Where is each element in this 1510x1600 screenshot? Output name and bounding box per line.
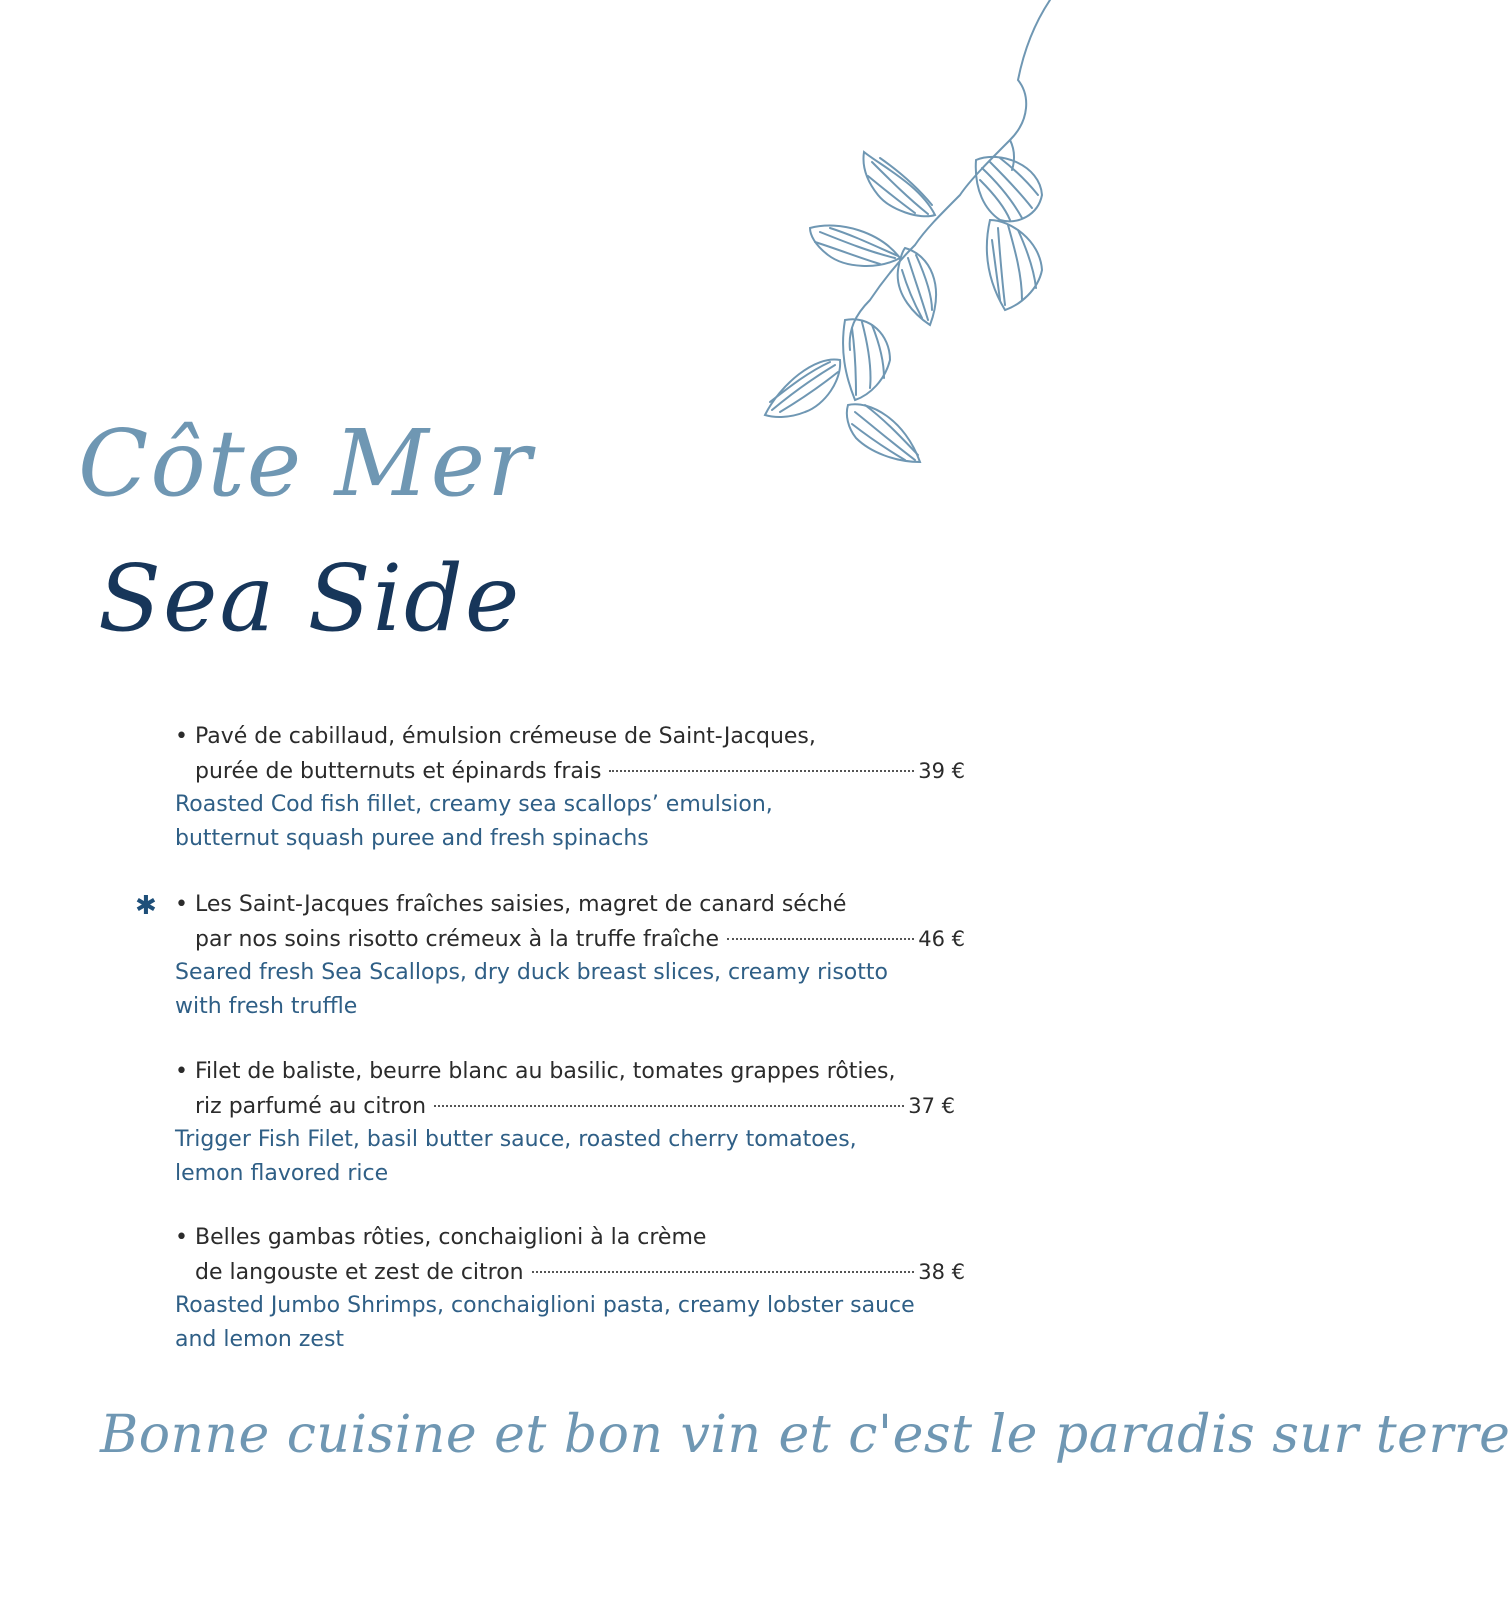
dish-english-line2: lemon flavored rice: [175, 1161, 389, 1186]
price-leader-dots: [609, 769, 914, 772]
dish-french-line2: purée de butternuts et épinards frais: [195, 759, 602, 784]
bullet: •: [175, 892, 188, 917]
dish-french-line2: par nos soins risotto crémeux à la truffe fraîche: [195, 927, 719, 952]
dish-english-line1: Roasted Cod fish fillet, creamy sea scallops’ emulsion,: [175, 792, 773, 817]
menu-title-english: Sea Side: [98, 545, 522, 652]
dish-french-line1: Filet de baliste, beurre blanc au basilic, tomates grappes rôties,: [195, 1059, 896, 1084]
dish-price: 38 €: [918, 1260, 965, 1284]
footer-slogan: Bonne cuisine et bon vin et c'est le paradis sur terre: [100, 1405, 1510, 1465]
dish-price: 46 €: [918, 927, 965, 951]
dish-english-line1: Seared fresh Sea Scallops, dry duck breast slices, creamy risotto: [175, 960, 888, 985]
bullet: •: [175, 724, 188, 749]
price-leader-dots: [727, 937, 914, 940]
dish-price: 39 €: [918, 759, 965, 783]
dish-french-line1: Belles gambas rôties, conchaiglioni à la crème: [195, 1225, 707, 1250]
dish-english-line1: Trigger Fish Filet, basil butter sauce, roasted cherry tomatoes,: [175, 1127, 857, 1152]
dish-english-line2: butternut squash puree and fresh spinachs: [175, 826, 649, 851]
dish-english-line2: with fresh truffle: [175, 994, 358, 1019]
dish-french-line1: Les Saint-Jacques fraîches saisies, magret de canard séché: [195, 892, 847, 917]
dish-french-line2: riz parfumé au citron: [195, 1094, 427, 1119]
dish-item: [175, 720, 965, 856]
dish-french-line1: Pavé de cabillaud, émulsion crémeuse de Saint-Jacques,: [195, 724, 816, 749]
leaf-branch-icon: [760, 0, 1127, 480]
bullet: •: [175, 1225, 188, 1250]
price-leader-dots: [434, 1104, 904, 1107]
price-leader-dots: [532, 1270, 915, 1273]
dish-item: [175, 1221, 965, 1357]
dish-french-line2: de langouste et zest de citron: [195, 1260, 524, 1285]
dish-english-line2: and lemon zest: [175, 1327, 345, 1352]
dish-english-line1: Roasted Jumbo Shrimps, conchaiglioni pasta, creamy lobster sauce: [175, 1293, 915, 1318]
dish-item: [135, 888, 965, 1024]
dish-item: [175, 1055, 965, 1191]
asterisk-icon: ✱: [135, 891, 157, 921]
menu-title-french: Côte Mer: [78, 410, 534, 517]
dish-price: 37 €: [908, 1094, 955, 1118]
bullet: •: [175, 1059, 188, 1084]
